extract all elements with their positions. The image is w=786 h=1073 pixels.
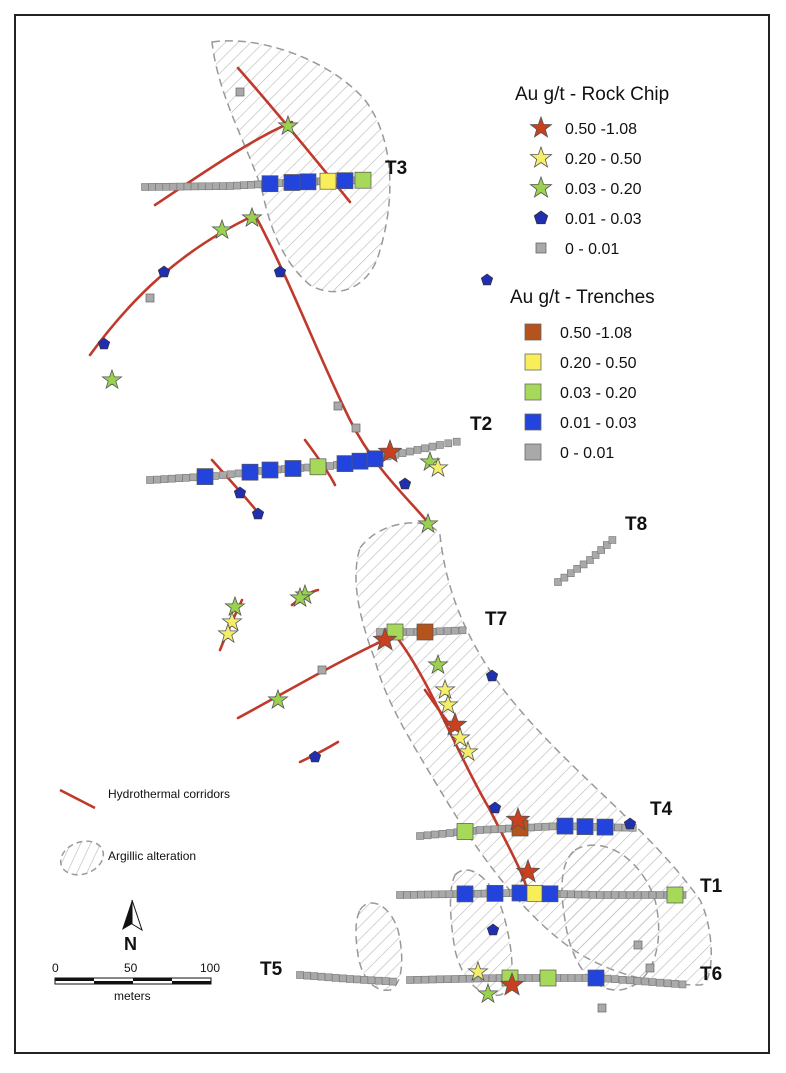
trench-sample	[422, 445, 429, 452]
rock-chip-sample	[274, 266, 285, 277]
trench-sample	[352, 453, 368, 469]
corridor-key-symbol	[60, 790, 95, 808]
trench-sample	[163, 183, 170, 190]
trench-sample	[404, 891, 411, 898]
trench-sample	[255, 181, 262, 188]
trench-sample	[444, 976, 451, 983]
trench-sample	[212, 183, 219, 190]
north-arrow-right-icon	[132, 900, 142, 930]
rock-chip-sample	[399, 478, 410, 489]
legend-rock-chip-title: Au g/t - Rock Chip	[515, 84, 670, 105]
trench-sample	[525, 975, 532, 982]
rock-chip-sample	[103, 370, 122, 388]
legend-rock-item	[531, 177, 642, 198]
trench-sample	[327, 463, 334, 470]
trench-label-t8: T8	[625, 514, 648, 535]
trench-sample	[424, 832, 431, 839]
trench-sample	[540, 970, 556, 986]
trench-sample	[219, 472, 226, 479]
trench-sample	[444, 628, 451, 635]
trench-sample	[619, 976, 626, 983]
trench-sample	[432, 831, 439, 838]
north-label: N	[124, 934, 137, 954]
trench-sample	[399, 450, 406, 457]
scale-bar	[52, 961, 220, 1003]
trench-sample	[411, 891, 418, 898]
rock-chip-sample	[352, 424, 360, 432]
legend-trench-item	[525, 354, 637, 372]
trench-sample	[567, 891, 574, 898]
trench-sample	[429, 976, 436, 983]
trench-sample	[325, 974, 332, 981]
trench-sample	[149, 183, 156, 190]
trench-sample	[184, 183, 191, 190]
trench-sample	[484, 826, 491, 833]
trench-sample	[619, 892, 626, 899]
trench-label-t4: T4	[650, 799, 673, 820]
trench-sample	[498, 825, 505, 832]
trench-sample	[642, 892, 649, 899]
trench-sample	[407, 977, 414, 984]
legend-trenches	[510, 287, 655, 462]
trench-sample	[491, 826, 498, 833]
trench-sample	[612, 976, 619, 983]
trench-sample	[477, 827, 484, 834]
trench-sample	[560, 891, 567, 898]
trench-sample	[389, 978, 396, 985]
trench-sample	[311, 973, 318, 980]
trench-sample	[248, 181, 255, 188]
trench-sample	[262, 176, 278, 192]
trench-sample	[549, 823, 556, 830]
trench-sample	[575, 891, 582, 898]
rock-chip-sample	[146, 294, 154, 302]
rock-chip-sample	[158, 266, 169, 277]
trench-sample	[446, 891, 453, 898]
trench-sample	[355, 172, 371, 188]
trench-sample	[337, 173, 353, 189]
legend-rock-label: 0.50 -1.08	[565, 121, 638, 138]
trench-sample	[657, 979, 664, 986]
trench-sample	[457, 886, 473, 902]
trench-sample	[437, 976, 444, 983]
trench-sample	[542, 823, 549, 830]
trench-sample	[241, 182, 248, 189]
trench-sample	[347, 976, 354, 983]
trench-sample	[634, 892, 641, 899]
trench-sample	[518, 975, 525, 982]
trench-sample	[183, 474, 190, 481]
trench-sample	[168, 475, 175, 482]
trench-sample	[191, 183, 198, 190]
trench-sample	[445, 440, 452, 447]
trench-sample	[262, 462, 278, 478]
trench-sample	[227, 471, 234, 478]
trench-sample	[567, 570, 574, 577]
trench-sample	[368, 977, 375, 984]
trench-sample	[367, 451, 383, 467]
trench-sample	[561, 574, 568, 581]
trench-sample	[439, 830, 446, 837]
trench-sample	[437, 628, 444, 635]
trench-sample	[597, 819, 613, 835]
trench-sample	[589, 891, 596, 898]
trench-sample	[437, 442, 444, 449]
trench-sample	[198, 183, 205, 190]
trench-sample	[474, 890, 481, 897]
trench-sample	[285, 461, 301, 477]
scale-unit: meters	[114, 989, 151, 1003]
corridor-c	[90, 215, 255, 355]
trench-sample	[664, 980, 671, 987]
legend-trench-label: 0.01 - 0.03	[560, 415, 637, 432]
trench-sample	[422, 976, 429, 983]
corridor-g	[238, 635, 395, 718]
trench-sample	[418, 891, 425, 898]
legend-trenches-title: Au g/t - Trenches	[510, 287, 655, 308]
trench-label-t6: T6	[700, 964, 723, 985]
trench-sample	[634, 977, 641, 984]
trench-sample	[284, 175, 300, 191]
legend-rock-label: 0.20 - 0.50	[565, 151, 642, 168]
trench-sample	[407, 448, 414, 455]
trench-sample	[502, 890, 509, 897]
legend-rock-item	[531, 117, 638, 138]
trench-sample	[582, 891, 589, 898]
square-icon	[525, 324, 541, 340]
trench-sample	[382, 978, 389, 985]
trench-sample	[597, 892, 604, 899]
trench-sample	[657, 892, 664, 899]
trench-label-t3: T3	[385, 158, 408, 179]
trench-sample	[361, 976, 368, 983]
argillic-zone-north	[212, 41, 390, 292]
trench-label-t7: T7	[485, 609, 508, 630]
rock-chip-sample	[236, 88, 244, 96]
square-icon	[525, 354, 541, 370]
trench-sample	[561, 975, 568, 982]
trench-sample	[332, 974, 339, 981]
rock-chip-sample	[334, 402, 342, 410]
argillic-key-label: Argillic alteration	[108, 849, 197, 863]
trench-sample	[414, 446, 421, 453]
legend-trench-label: 0.50 -1.08	[560, 325, 633, 342]
trench-sample	[627, 977, 634, 984]
legend-rock-label: 0.03 - 0.20	[565, 181, 642, 198]
trench-sample	[142, 184, 149, 191]
trench-sample	[575, 975, 582, 982]
trench-sample	[649, 892, 656, 899]
trench-sample	[604, 892, 611, 899]
rock-chip-sample	[598, 1004, 606, 1012]
trench-sample	[337, 456, 353, 472]
trench-sample	[234, 182, 241, 189]
rock-chip-sample	[634, 941, 642, 949]
trench-sample	[557, 818, 573, 834]
trench-sample	[642, 978, 649, 985]
trench-sample	[375, 977, 382, 984]
scale-tick-50: 50	[124, 961, 138, 975]
trench-sample	[417, 833, 424, 840]
north-arrow-left-icon	[122, 900, 132, 930]
legend-trench-label: 0.03 - 0.20	[560, 385, 637, 402]
pentagon-icon	[534, 211, 547, 224]
trench-sample	[175, 475, 182, 482]
trench-sample	[318, 973, 325, 980]
trench-sample	[452, 627, 459, 634]
trench-sample	[580, 561, 587, 568]
legend-rock-item	[534, 211, 641, 228]
trench-sample	[320, 173, 336, 189]
legend-trench-item	[525, 324, 632, 342]
trench-sample	[177, 183, 184, 190]
trench-sample	[489, 975, 496, 982]
trench-sample	[588, 970, 604, 986]
trench-sample	[612, 892, 619, 899]
trench-sample	[667, 887, 683, 903]
trench-sample	[161, 476, 168, 483]
trench-sample	[527, 824, 534, 831]
star-icon	[531, 117, 552, 137]
trench-sample	[542, 886, 558, 902]
trench-label-t5: T5	[260, 959, 283, 980]
rock-chip-sample	[646, 964, 654, 972]
trench-sample	[205, 183, 212, 190]
trench-sample	[414, 976, 421, 983]
north-arrow	[122, 900, 142, 954]
rock-chip-sample	[223, 612, 242, 630]
trench-sample	[568, 975, 575, 982]
trench-sample	[425, 891, 432, 898]
trench-sample	[535, 824, 542, 831]
trench-sample	[170, 183, 177, 190]
trench-sample	[397, 892, 404, 899]
legend-rock-label: 0.01 - 0.03	[565, 211, 642, 228]
star-icon	[531, 147, 552, 167]
trench-sample	[447, 830, 454, 837]
trench-sample	[310, 459, 326, 475]
trench-sample	[407, 629, 414, 636]
trench-sample	[429, 443, 436, 450]
trench-sample	[649, 979, 656, 986]
trench-sample	[459, 627, 466, 634]
trench-sample	[487, 885, 503, 901]
trench-sample	[156, 183, 163, 190]
trench-sample	[457, 824, 473, 840]
legend-trench-item	[525, 444, 614, 462]
trench-sample	[227, 183, 234, 190]
legend-rock-item	[536, 241, 619, 258]
trench-sample	[452, 976, 459, 983]
trench-sample	[235, 470, 242, 477]
trench-sample	[219, 183, 226, 190]
square-icon	[525, 444, 541, 460]
legend-rock-label: 0 - 0.01	[565, 241, 620, 258]
square-icon	[525, 414, 541, 430]
trench-sample	[679, 981, 686, 988]
trench-sample	[574, 565, 581, 572]
legend-rock-chip	[515, 84, 669, 258]
trench-sample	[609, 537, 616, 544]
trench-sample	[672, 980, 679, 987]
trench-sample	[555, 579, 562, 586]
trench-sample	[627, 892, 634, 899]
trench-sample	[190, 474, 197, 481]
trench-sample	[577, 819, 593, 835]
map-key	[56, 787, 230, 881]
square-icon	[536, 243, 546, 253]
trench-sample	[300, 174, 316, 190]
scale-tick-100: 100	[200, 961, 221, 975]
legend-trench-item	[525, 384, 637, 402]
trench-sample	[304, 972, 311, 979]
trench-sample	[154, 476, 161, 483]
trench-sample	[432, 891, 439, 898]
trench-sample	[604, 975, 611, 982]
rock-chip-sample	[318, 666, 326, 674]
trench-line	[147, 438, 461, 484]
trench-sample	[615, 824, 622, 831]
trench-sample	[532, 975, 539, 982]
rock-chip-sample	[481, 274, 492, 285]
trench-label-t2: T2	[470, 414, 493, 435]
argillic-key-symbol	[56, 835, 108, 880]
legend-trench-item	[525, 414, 637, 432]
square-icon	[525, 384, 541, 400]
scale-tick-0: 0	[52, 961, 59, 975]
trench-label-t1: T1	[700, 876, 723, 897]
trench-sample	[439, 891, 446, 898]
star-icon	[531, 177, 552, 197]
trench-sample	[147, 477, 154, 484]
trench-sample	[354, 976, 361, 983]
legend-rock-item	[531, 147, 642, 168]
trench-sample	[527, 885, 543, 901]
legend-trench-label: 0 - 0.01	[560, 445, 615, 462]
trench-sample	[339, 975, 346, 982]
legend-trench-label: 0.20 - 0.50	[560, 355, 637, 372]
trench-sample	[453, 438, 460, 445]
trench-sample	[242, 464, 258, 480]
trench-sample	[417, 624, 433, 640]
trench-sample	[197, 469, 213, 485]
trench-sample	[459, 975, 466, 982]
trench-sample	[512, 885, 528, 901]
trench-line	[555, 537, 616, 586]
corridor-key-label-1: Hydrothermal corridors	[108, 787, 231, 801]
trench-sample	[297, 972, 304, 979]
